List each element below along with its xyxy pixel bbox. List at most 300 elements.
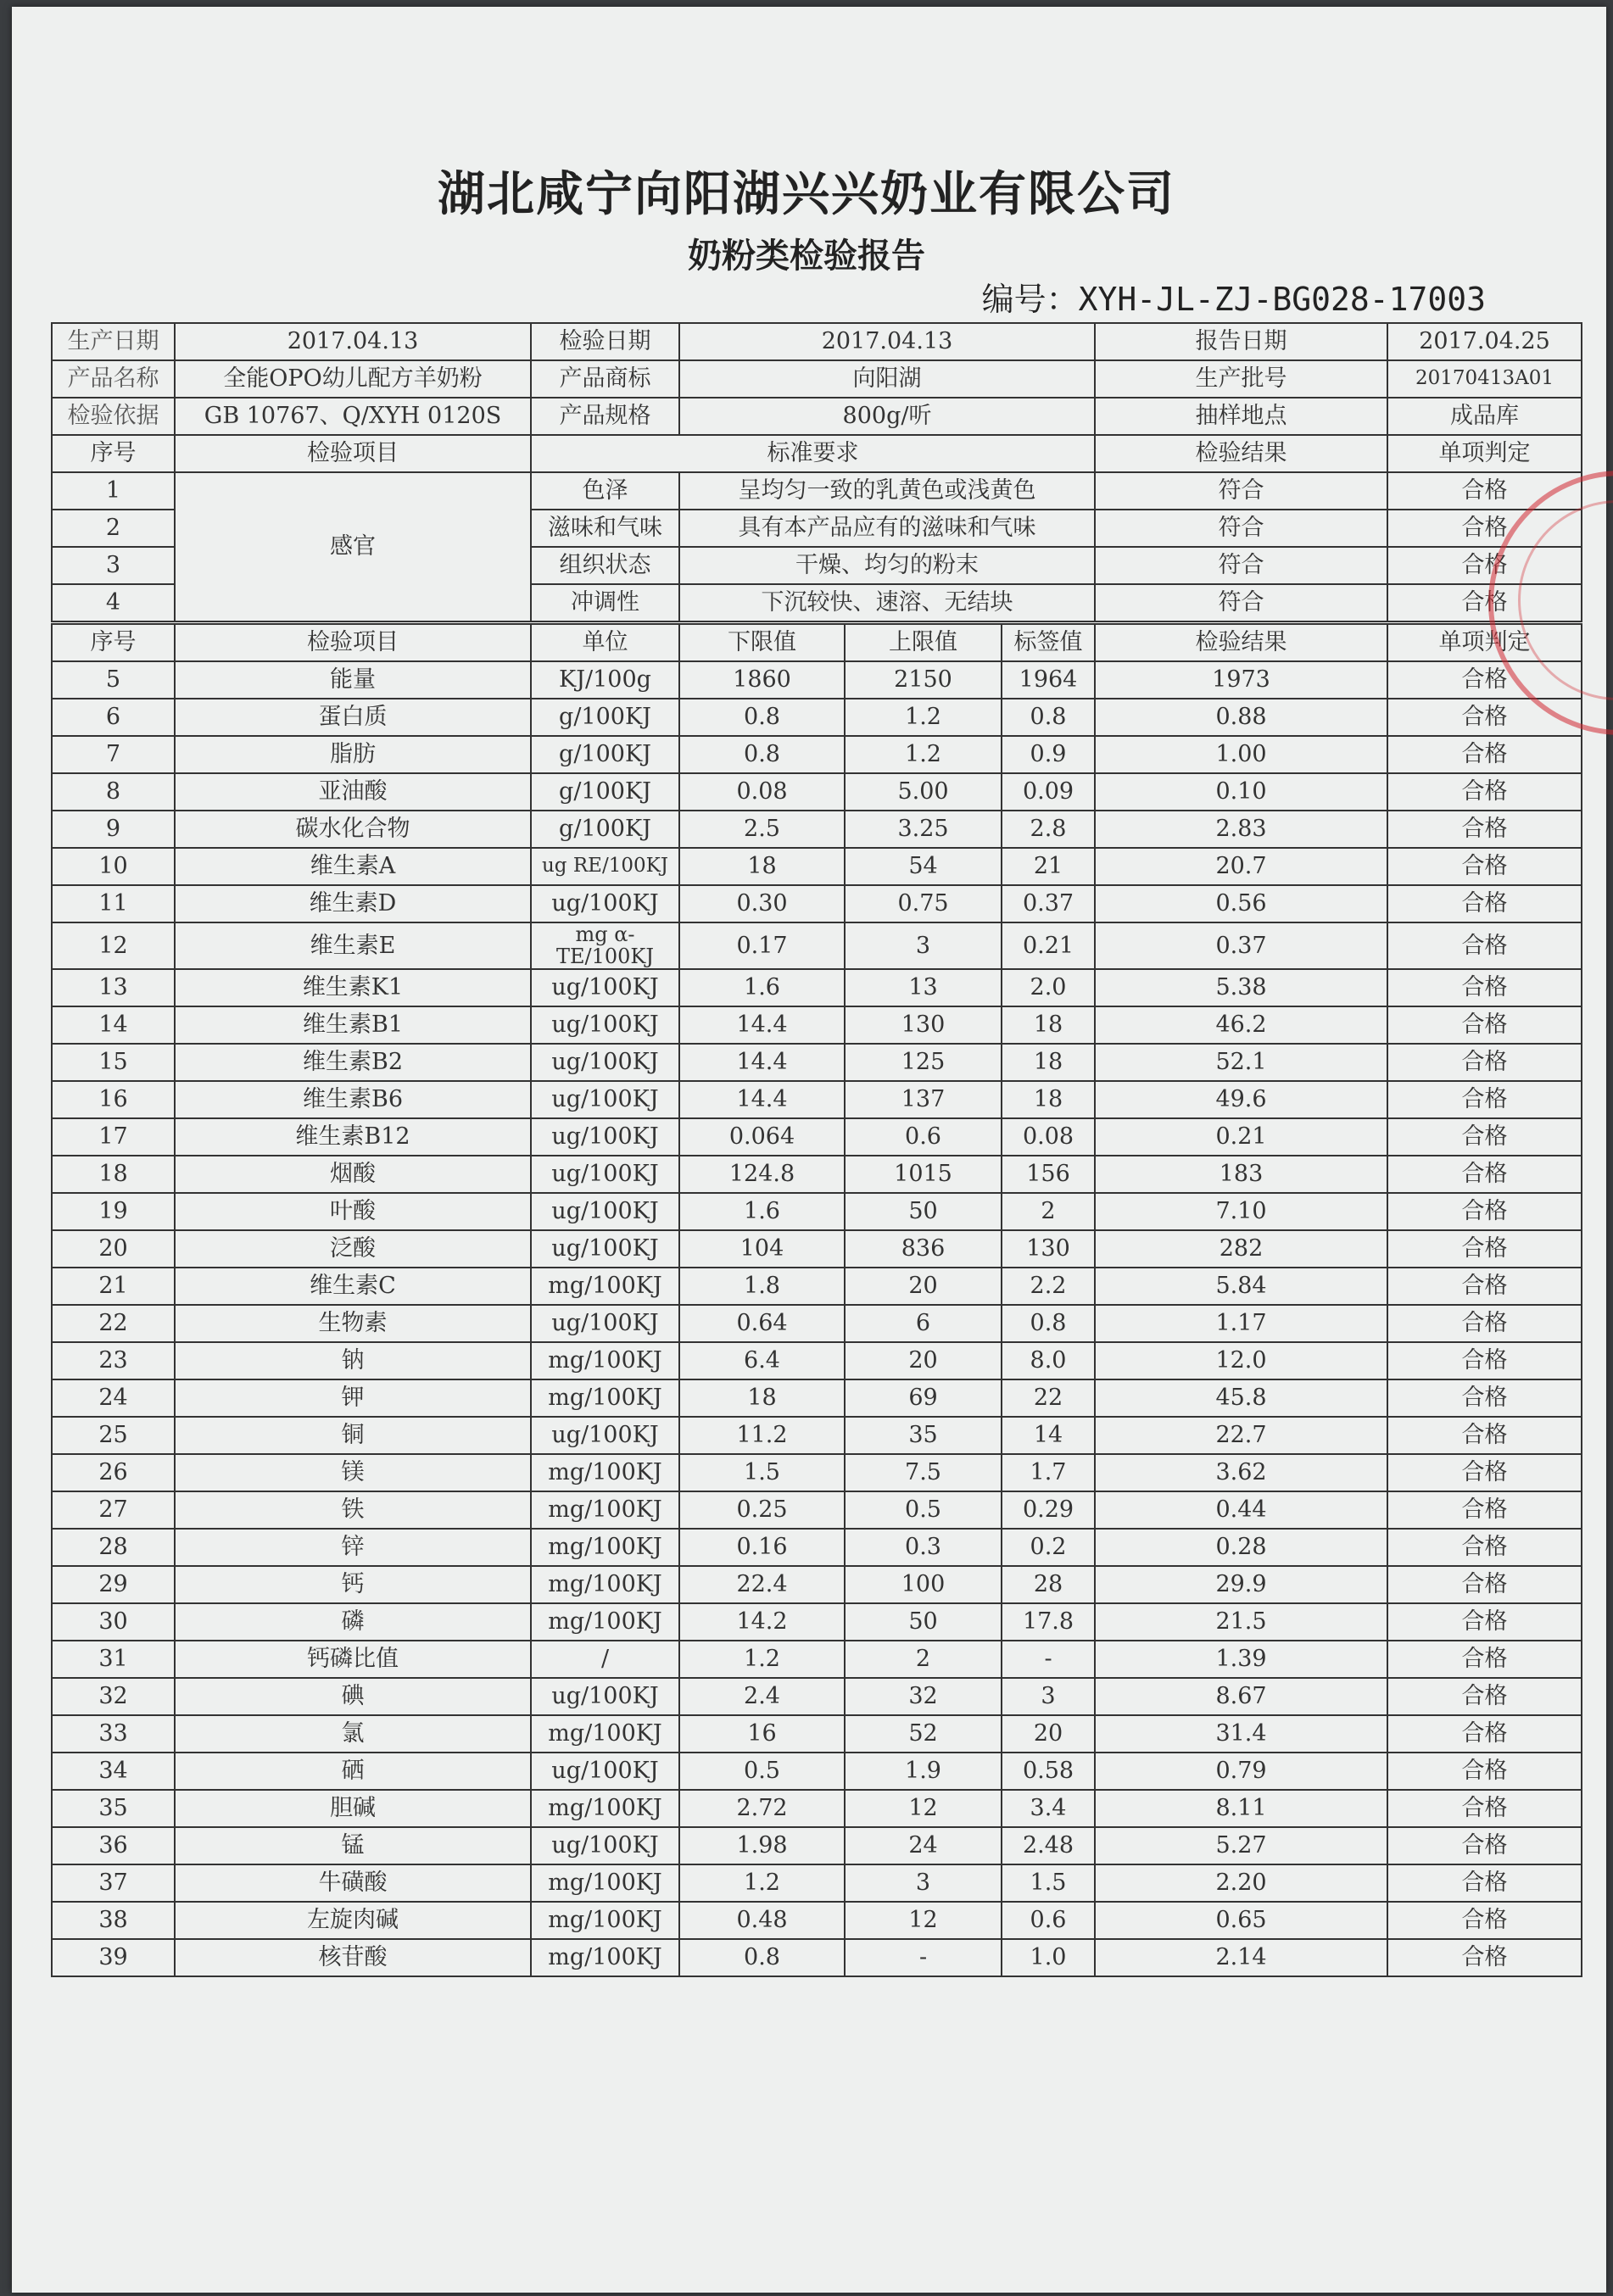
row-number: 24 [52, 1379, 175, 1417]
nutrient-header-row [52, 623, 1582, 662]
item-judgement: 合格 [1387, 1566, 1582, 1603]
nutrient-name: 能量 [175, 661, 531, 699]
inspection-result: 符合 [1095, 547, 1387, 584]
nutrient-unit: ug/100KJ [531, 1417, 679, 1454]
item-judgement: 合格 [1387, 811, 1582, 848]
inspection-result: 1.00 [1095, 736, 1387, 773]
upper-limit: 0.5 [845, 1491, 1002, 1529]
label-value: 3 [1002, 1678, 1095, 1715]
item-judgement: 合格 [1387, 472, 1582, 510]
upper-limit: 52 [845, 1715, 1002, 1753]
item-judgement: 合格 [1387, 1268, 1582, 1305]
nutrient-unit: mg/100KJ [531, 1379, 679, 1417]
item-judgement: 合格 [1387, 1603, 1582, 1641]
insp-date-value: 2017.04.13 [679, 323, 1095, 360]
lower-limit: 18 [679, 848, 845, 885]
inspection-result: 2.20 [1095, 1864, 1387, 1902]
label-value: 1964 [1002, 661, 1095, 699]
nutrient-unit: ug/100KJ [531, 969, 679, 1006]
item-judgement: 合格 [1387, 1790, 1582, 1827]
product-name-label: 产品名称 [52, 360, 175, 398]
nutrient-unit: ug/100KJ [531, 1753, 679, 1790]
nutrient-unit: mg/100KJ [531, 1268, 679, 1305]
item-judgement: 合格 [1387, 699, 1582, 736]
nutrient-name: 钙 [175, 1566, 531, 1603]
lower-limit: 0.64 [679, 1305, 845, 1342]
lower-limit: 18 [679, 1379, 845, 1417]
nutrient-unit: mg/100KJ [531, 1566, 679, 1603]
lower-limit: 1.6 [679, 969, 845, 1006]
label-value: 2.48 [1002, 1827, 1095, 1864]
nutrient-name: 亚油酸 [175, 773, 531, 811]
item-judgement: 合格 [1387, 885, 1582, 922]
label-value: 0.09 [1002, 773, 1095, 811]
inspection-result: 0.44 [1095, 1491, 1387, 1529]
nutrient-row [52, 1006, 1582, 1044]
label-value: 0.08 [1002, 1118, 1095, 1156]
item-judgement: 合格 [1387, 661, 1582, 699]
row-number: 9 [52, 811, 175, 848]
lower-limit: 2.72 [679, 1790, 845, 1827]
nutrient-row [52, 1230, 1582, 1268]
item-judgement: 合格 [1387, 547, 1582, 584]
nutrient-row [52, 1641, 1582, 1678]
row-number: 15 [52, 1044, 175, 1081]
nutrient-name: 左旋肉碱 [175, 1902, 531, 1939]
row-number: 36 [52, 1827, 175, 1864]
nutrient-name: 维生素B12 [175, 1118, 531, 1156]
nutrient-unit: mg/100KJ [531, 1603, 679, 1641]
inspection-result: 0.37 [1095, 922, 1387, 969]
item-judgement: 合格 [1387, 510, 1582, 547]
nutrient-unit: ug/100KJ [531, 885, 679, 922]
nutrient-unit: ug RE/100KJ [531, 848, 679, 885]
nutrient-name: 锰 [175, 1827, 531, 1864]
info-row-1 [52, 323, 1582, 360]
inspection-result: 22.7 [1095, 1417, 1387, 1454]
insp-date-label: 检验日期 [531, 323, 679, 360]
label-value: 0.8 [1002, 1305, 1095, 1342]
header-requirement: 标准要求 [531, 435, 1095, 472]
label-value: 17.8 [1002, 1603, 1095, 1641]
row-number: 20 [52, 1230, 175, 1268]
upper-limit: 20 [845, 1342, 1002, 1379]
upper-limit: 130 [845, 1006, 1002, 1044]
label-value: 22 [1002, 1379, 1095, 1417]
row-number: 25 [52, 1417, 175, 1454]
upper-limit: 100 [845, 1566, 1002, 1603]
nutrient-name: 碳水化合物 [175, 811, 531, 848]
lower-limit: 0.25 [679, 1491, 845, 1529]
lower-limit: 0.5 [679, 1753, 845, 1790]
inspection-result: 49.6 [1095, 1081, 1387, 1118]
inspection-result: 符合 [1095, 584, 1387, 623]
lower-limit: 1.8 [679, 1268, 845, 1305]
lower-limit: 0.8 [679, 1939, 845, 1976]
inspection-result: 0.56 [1095, 885, 1387, 922]
row-number: 7 [52, 736, 175, 773]
nutrient-unit: mg/100KJ [531, 1342, 679, 1379]
lower-limit: 0.8 [679, 736, 845, 773]
upper-limit: 50 [845, 1603, 1002, 1641]
nutrient-name: 核苷酸 [175, 1939, 531, 1976]
lower-limit: 0.08 [679, 773, 845, 811]
header-low: 下限值 [679, 623, 845, 662]
item-judgement: 合格 [1387, 848, 1582, 885]
nutrient-row [52, 1044, 1582, 1081]
nutrient-row [52, 1864, 1582, 1902]
inspection-result: 46.2 [1095, 1006, 1387, 1044]
row-number: 35 [52, 1790, 175, 1827]
nutrient-name: 硒 [175, 1753, 531, 1790]
label-value: 0.58 [1002, 1753, 1095, 1790]
row-number: 13 [52, 969, 175, 1006]
prod-date-label: 生产日期 [52, 323, 175, 360]
inspection-result: 0.21 [1095, 1118, 1387, 1156]
header-item: 检验项目 [175, 623, 531, 662]
item-judgement: 合格 [1387, 1454, 1582, 1491]
row-number: 17 [52, 1118, 175, 1156]
sensory-aspect: 滋味和气味 [531, 510, 679, 547]
lower-limit: 2.5 [679, 811, 845, 848]
row-number: 23 [52, 1342, 175, 1379]
row-number: 5 [52, 661, 175, 699]
inspection-result: 12.0 [1095, 1342, 1387, 1379]
product-name-value: 全能OPO幼儿配方羊奶粉 [175, 360, 531, 398]
site-label: 抽样地点 [1095, 398, 1387, 435]
inspection-result: 5.27 [1095, 1827, 1387, 1864]
inspection-result: 符合 [1095, 472, 1387, 510]
upper-limit: 69 [845, 1379, 1002, 1417]
label-value: - [1002, 1641, 1095, 1678]
header-high: 上限值 [845, 623, 1002, 662]
row-number: 1 [52, 472, 175, 510]
report-title: 奶粉类检验报告 [688, 237, 925, 276]
label-value: 2.8 [1002, 811, 1095, 848]
item-judgement: 合格 [1387, 922, 1582, 969]
item-judgement: 合格 [1387, 1417, 1582, 1454]
sensory-requirement: 下沉较快、速溶、无结块 [679, 584, 1095, 623]
header-result: 检验结果 [1095, 435, 1387, 472]
row-number: 31 [52, 1641, 175, 1678]
nutrient-name: 维生素A [175, 848, 531, 885]
lower-limit: 1.98 [679, 1827, 845, 1864]
inspection-result: 符合 [1095, 510, 1387, 547]
item-judgement: 合格 [1387, 1342, 1582, 1379]
item-judgement: 合格 [1387, 1715, 1582, 1753]
inspection-result: 183 [1095, 1156, 1387, 1193]
brand-label: 产品商标 [531, 360, 679, 398]
header-no: 序号 [52, 623, 175, 662]
row-number: 6 [52, 699, 175, 736]
row-number: 28 [52, 1529, 175, 1566]
header-judge: 单项判定 [1387, 623, 1582, 662]
nutrient-unit: ug/100KJ [531, 1305, 679, 1342]
lower-limit: 1.2 [679, 1864, 845, 1902]
item-judgement: 合格 [1387, 1827, 1582, 1864]
label-value: 2 [1002, 1193, 1095, 1230]
nutrient-name: 磷 [175, 1603, 531, 1641]
upper-limit: 0.3 [845, 1529, 1002, 1566]
upper-limit: 125 [845, 1044, 1002, 1081]
inspection-result: 29.9 [1095, 1566, 1387, 1603]
lower-limit: 11.2 [679, 1417, 845, 1454]
upper-limit: 50 [845, 1193, 1002, 1230]
upper-limit: 0.75 [845, 885, 1002, 922]
inspection-result: 31.4 [1095, 1715, 1387, 1753]
inspection-result: 21.5 [1095, 1603, 1387, 1641]
nutrient-unit: ug/100KJ [531, 1081, 679, 1118]
row-number: 30 [52, 1603, 175, 1641]
sensory-requirement: 呈均匀一致的乳黄色或浅黄色 [679, 472, 1095, 510]
row-number: 14 [52, 1006, 175, 1044]
lower-limit: 14.4 [679, 1081, 845, 1118]
upper-limit: 1015 [845, 1156, 1002, 1193]
inspection-result: 5.84 [1095, 1268, 1387, 1305]
nutrient-row [52, 661, 1582, 699]
nutrient-name: 锌 [175, 1529, 531, 1566]
report-date-label: 报告日期 [1095, 323, 1387, 360]
nutrient-unit: mg/100KJ [531, 1902, 679, 1939]
nutrient-name: 维生素K1 [175, 969, 531, 1006]
nutrient-row [52, 773, 1582, 811]
inspection-result: 3.62 [1095, 1454, 1387, 1491]
row-number: 10 [52, 848, 175, 885]
lower-limit: 1.2 [679, 1641, 845, 1678]
inspection-result: 0.65 [1095, 1902, 1387, 1939]
nutrient-unit: ug/100KJ [531, 1230, 679, 1268]
upper-limit: 2150 [845, 661, 1002, 699]
nutrient-row [52, 811, 1582, 848]
nutrient-name: 生物素 [175, 1305, 531, 1342]
label-value: 1.5 [1002, 1864, 1095, 1902]
lower-limit: 0.064 [679, 1118, 845, 1156]
label-value: 18 [1002, 1081, 1095, 1118]
lower-limit: 6.4 [679, 1342, 845, 1379]
inspection-result: 1973 [1095, 661, 1387, 699]
nutrient-name: 氯 [175, 1715, 531, 1753]
nutrient-unit: mg/100KJ [531, 1529, 679, 1566]
item-judgement: 合格 [1387, 1529, 1582, 1566]
item-judgement: 合格 [1387, 1006, 1582, 1044]
spec-label: 产品规格 [531, 398, 679, 435]
nutrient-row [52, 848, 1582, 885]
row-number: 11 [52, 885, 175, 922]
label-value: 156 [1002, 1156, 1095, 1193]
nutrient-unit: ug/100KJ [531, 1118, 679, 1156]
nutrient-name: 钾 [175, 1379, 531, 1417]
nutrient-unit: mg/100KJ [531, 1939, 679, 1976]
nutrient-row [52, 922, 1582, 969]
upper-limit: 836 [845, 1230, 1002, 1268]
upper-limit: 32 [845, 1678, 1002, 1715]
lower-limit: 0.8 [679, 699, 845, 736]
lower-limit: 14.4 [679, 1006, 845, 1044]
row-number: 33 [52, 1715, 175, 1753]
inspection-result: 45.8 [1095, 1379, 1387, 1417]
upper-limit: 1.2 [845, 699, 1002, 736]
inspection-result: 0.28 [1095, 1529, 1387, 1566]
nutrient-unit: g/100KJ [531, 699, 679, 736]
row-number: 18 [52, 1156, 175, 1193]
nutrient-name: 维生素B1 [175, 1006, 531, 1044]
inspection-result: 8.11 [1095, 1790, 1387, 1827]
upper-limit: 54 [845, 848, 1002, 885]
label-value: 0.37 [1002, 885, 1095, 922]
header-item: 检验项目 [175, 435, 531, 472]
lower-limit: 16 [679, 1715, 845, 1753]
nutrient-unit: ug/100KJ [531, 1193, 679, 1230]
nutrient-name: 维生素B2 [175, 1044, 531, 1081]
inspection-result: 5.38 [1095, 969, 1387, 1006]
item-judgement: 合格 [1387, 1491, 1582, 1529]
nutrient-name: 钠 [175, 1342, 531, 1379]
nutrient-row [52, 1379, 1582, 1417]
label-value: 28 [1002, 1566, 1095, 1603]
sensory-row [52, 472, 1582, 510]
upper-limit: 20 [845, 1268, 1002, 1305]
item-judgement: 合格 [1387, 969, 1582, 1006]
lower-limit: 0.30 [679, 885, 845, 922]
lower-limit: 1.6 [679, 1193, 845, 1230]
upper-limit: 5.00 [845, 773, 1002, 811]
nutrient-name: 维生素E [175, 922, 531, 969]
inspection-result: 1.39 [1095, 1641, 1387, 1678]
sensory-aspect: 色泽 [531, 472, 679, 510]
inspection-result: 7.10 [1095, 1193, 1387, 1230]
spec-value: 800g/听 [679, 398, 1095, 435]
nutrient-name: 铜 [175, 1417, 531, 1454]
nutrient-name: 胆碱 [175, 1790, 531, 1827]
lower-limit: 22.4 [679, 1566, 845, 1603]
label-value: 2.2 [1002, 1268, 1095, 1305]
row-number: 26 [52, 1454, 175, 1491]
info-row-2 [52, 360, 1582, 398]
lower-limit: 0.48 [679, 1902, 845, 1939]
nutrient-row [52, 699, 1582, 736]
row-number: 3 [52, 547, 175, 584]
nutrient-unit: ug/100KJ [531, 1044, 679, 1081]
item-judgement: 合格 [1387, 1939, 1582, 1976]
nutrient-row [52, 1902, 1582, 1939]
basis-value: GB 10767、Q/XYH 0120S [175, 398, 531, 435]
upper-limit: 13 [845, 969, 1002, 1006]
label-value: 14 [1002, 1417, 1095, 1454]
lower-limit: 2.4 [679, 1678, 845, 1715]
sensory-aspect: 冲调性 [531, 584, 679, 623]
label-value: 1.7 [1002, 1454, 1095, 1491]
header-label: 标签值 [1002, 623, 1095, 662]
label-value: 21 [1002, 848, 1095, 885]
row-number: 16 [52, 1081, 175, 1118]
item-judgement: 合格 [1387, 1044, 1582, 1081]
batch-label: 生产批号 [1095, 360, 1387, 398]
nutrient-row [52, 1678, 1582, 1715]
nutrient-row [52, 1753, 1582, 1790]
item-judgement: 合格 [1387, 1118, 1582, 1156]
upper-limit: - [845, 1939, 1002, 1976]
nutrient-row [52, 1529, 1582, 1566]
row-number: 19 [52, 1193, 175, 1230]
nutrient-unit: ug/100KJ [531, 1156, 679, 1193]
nutrient-unit: / [531, 1641, 679, 1678]
lower-limit: 14.4 [679, 1044, 845, 1081]
inspection-result: 1.17 [1095, 1305, 1387, 1342]
row-number: 12 [52, 922, 175, 969]
nutrient-unit: mg/100KJ [531, 1454, 679, 1491]
row-number: 32 [52, 1678, 175, 1715]
nutrient-row [52, 1305, 1582, 1342]
item-judgement: 合格 [1387, 1753, 1582, 1790]
nutrient-row [52, 1342, 1582, 1379]
row-number: 37 [52, 1864, 175, 1902]
inspection-table [51, 322, 1582, 1977]
lower-limit: 0.16 [679, 1529, 845, 1566]
row-number: 34 [52, 1753, 175, 1790]
lower-limit: 0.17 [679, 922, 845, 969]
row-number: 39 [52, 1939, 175, 1976]
site-value: 成品库 [1387, 398, 1582, 435]
lower-limit: 1.5 [679, 1454, 845, 1491]
nutrient-name: 泛酸 [175, 1230, 531, 1268]
upper-limit: 12 [845, 1902, 1002, 1939]
sensory-requirement: 干燥、均匀的粉末 [679, 547, 1095, 584]
upper-limit: 2 [845, 1641, 1002, 1678]
nutrient-name: 牛磺酸 [175, 1864, 531, 1902]
row-number: 4 [52, 584, 175, 623]
item-judgement: 合格 [1387, 1864, 1582, 1902]
nutrient-unit: mg α-TE/100KJ [531, 922, 679, 969]
nutrient-row [52, 1417, 1582, 1454]
row-number: 2 [52, 510, 175, 547]
label-value: 0.9 [1002, 736, 1095, 773]
label-value: 0.29 [1002, 1491, 1095, 1529]
label-value: 8.0 [1002, 1342, 1095, 1379]
nutrient-row [52, 1156, 1582, 1193]
nutrient-unit: KJ/100g [531, 661, 679, 699]
inspection-result: 20.7 [1095, 848, 1387, 885]
label-value: 3.4 [1002, 1790, 1095, 1827]
row-number: 8 [52, 773, 175, 811]
row-number: 38 [52, 1902, 175, 1939]
upper-limit: 3 [845, 1864, 1002, 1902]
item-judgement: 合格 [1387, 1305, 1582, 1342]
nutrient-name: 镁 [175, 1454, 531, 1491]
upper-limit: 3.25 [845, 811, 1002, 848]
prod-date-value: 2017.04.13 [175, 323, 531, 360]
header-result: 检验结果 [1095, 623, 1387, 662]
nutrient-row [52, 1939, 1582, 1976]
nutrient-name: 维生素B6 [175, 1081, 531, 1118]
upper-limit: 3 [845, 922, 1002, 969]
inspection-result: 0.10 [1095, 773, 1387, 811]
report-date-value: 2017.04.25 [1387, 323, 1582, 360]
nutrient-row [52, 1454, 1582, 1491]
nutrient-name: 铁 [175, 1491, 531, 1529]
label-value: 18 [1002, 1044, 1095, 1081]
nutrient-name: 维生素C [175, 1268, 531, 1305]
nutrient-row [52, 1193, 1582, 1230]
label-value: 0.6 [1002, 1902, 1095, 1939]
sensory-aspect: 组织状态 [531, 547, 679, 584]
nutrient-unit: mg/100KJ [531, 1864, 679, 1902]
nutrient-name: 碘 [175, 1678, 531, 1715]
item-judgement: 合格 [1387, 1230, 1582, 1268]
item-judgement: 合格 [1387, 1081, 1582, 1118]
inspection-result: 2.83 [1095, 811, 1387, 848]
nutrient-name: 维生素D [175, 885, 531, 922]
nutrient-row [52, 1081, 1582, 1118]
